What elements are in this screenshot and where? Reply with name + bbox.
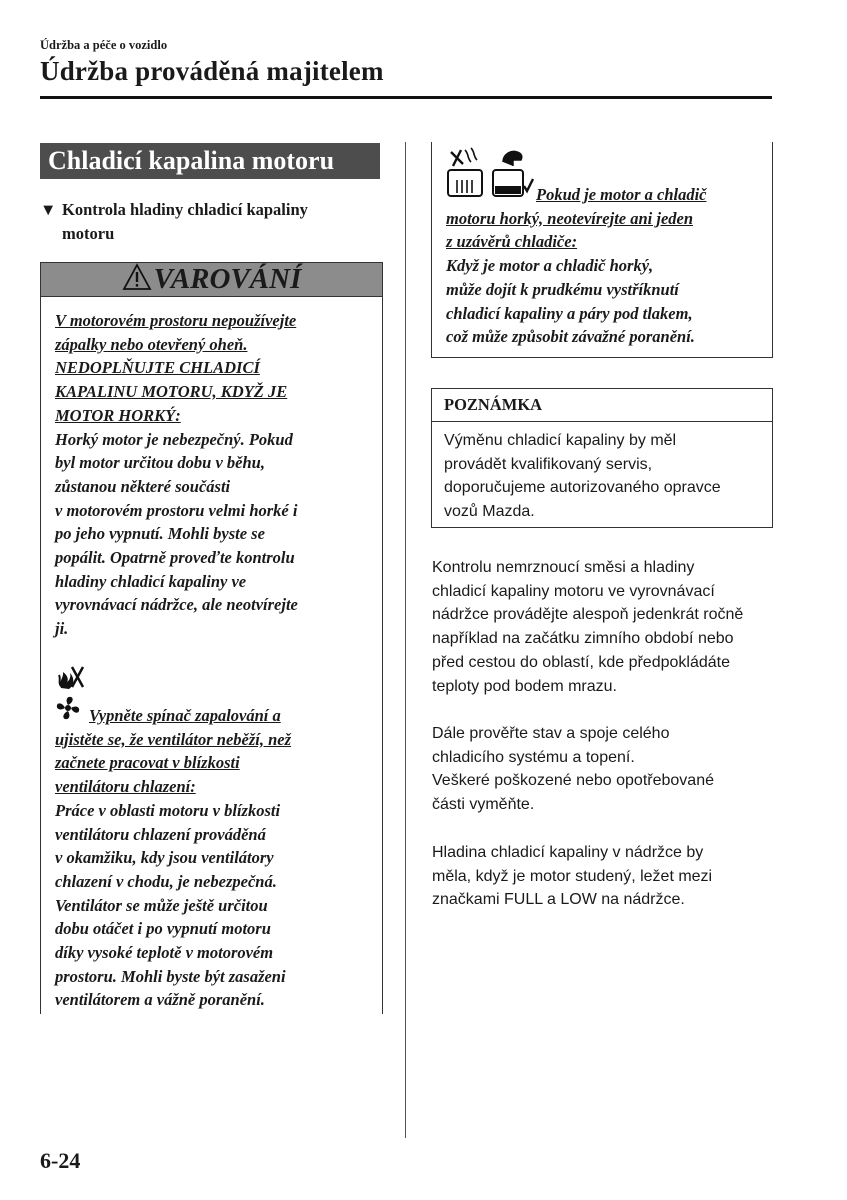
text-line: Pokud je motor a chladič bbox=[536, 185, 707, 204]
note-heading: POZNÁMKA bbox=[432, 389, 772, 422]
warning-text-block-2 bbox=[55, 704, 373, 1012]
text-line: Když je motor a chladič horký, bbox=[446, 256, 654, 276]
text-line: Kontrolu nemrznoucí směsi a hladiny bbox=[432, 559, 695, 576]
text-line: chladicí kapaliny motoru ve vyrovnávací bbox=[432, 582, 715, 600]
text-line: ventilátorem a vážně poranění. bbox=[55, 990, 265, 1010]
text-line: po jeho vypnutí. Mohli byste se bbox=[55, 524, 265, 544]
text-line: dobu otáčet i po vypnutí motoru bbox=[55, 919, 271, 939]
paragraph-coolant-level bbox=[432, 841, 777, 912]
text-line: například na začátku zimního období nebo bbox=[432, 630, 734, 648]
text-line: z uzávěrů chladiče: bbox=[446, 232, 578, 252]
text-line: může dojít k prudkému vystříknutí bbox=[446, 279, 679, 299]
text-line: ji. bbox=[55, 619, 69, 639]
page-title: Údržba prováděná majitelem bbox=[40, 56, 384, 86]
text-line: což může způsobit závažné poranění. bbox=[446, 327, 695, 347]
text-line: Dále prověřte stav a spoje celého bbox=[432, 725, 670, 742]
text-line: ujistěte se, že ventilátor neběží, než bbox=[55, 729, 292, 749]
text-line: Ventilátor se může ještě určitou bbox=[55, 895, 268, 915]
text-line: nádržce provádějte alespoň jedenkrát ročně bbox=[432, 606, 744, 624]
text-line: zápalky nebo otevřený oheň. bbox=[55, 334, 248, 354]
text-line: zůstanou některé součásti bbox=[55, 476, 231, 496]
text-line: V motorovém prostoru nepoužívejte bbox=[55, 311, 297, 330]
text-line: Práce v oblasti motoru v blízkosti bbox=[55, 800, 281, 820]
text-line: MOTOR HORKÝ: bbox=[55, 405, 181, 425]
text-line: chladicího systému a topení. bbox=[432, 748, 635, 766]
warning-triangle-icon bbox=[122, 263, 152, 291]
text-line: před cestou do oblastí, kde předpokládáte bbox=[432, 653, 730, 671]
text-line: motoru horký, neotevírejte ani jeden bbox=[446, 208, 694, 228]
text-line: ventilátoru chlazení: bbox=[55, 777, 196, 797]
text-line: chladicí kapaliny a páry pod tlakem, bbox=[446, 303, 693, 323]
warning-text-block-1 bbox=[55, 309, 373, 641]
text-line: značkami FULL a LOW na nádržce. bbox=[432, 891, 685, 909]
subheading-line-1: Kontrola hladiny chladicí kapaliny bbox=[62, 200, 308, 219]
section-title: Chladicí kapalina motoru bbox=[40, 143, 380, 179]
text-line: provádět kvalifikovaný servis, bbox=[444, 455, 653, 473]
paragraph-antifreeze-check bbox=[432, 556, 777, 698]
text-line: doporučujeme autorizovaného opravce bbox=[444, 479, 721, 497]
text-line: vyrovnávací nádržce, ale neotvírejte bbox=[55, 595, 298, 615]
text-line: v okamžiku, kdy jsou ventilátory bbox=[55, 848, 274, 868]
subheading-line-2: motoru bbox=[62, 224, 115, 243]
subheading-marker: ▼ bbox=[40, 200, 57, 219]
breadcrumb: Údržba a péče o vozidlo bbox=[40, 38, 168, 52]
text-line: byl motor určitou dobu v běhu, bbox=[55, 453, 265, 473]
sub-heading bbox=[40, 198, 385, 246]
text-line: Veškeré poškozené nebo opotřebované bbox=[432, 772, 714, 790]
text-line: teploty pod bodem mrazu. bbox=[432, 677, 617, 695]
text-line: ventilátoru chlazení prováděná bbox=[55, 824, 266, 844]
header-rule bbox=[40, 96, 772, 99]
text-line: Vypněte spínač zapalování a bbox=[89, 706, 281, 725]
text-line: KAPALINU MOTORU, KDYŽ JE bbox=[55, 382, 288, 402]
no-flame-icon bbox=[55, 663, 87, 693]
warning-text-right bbox=[446, 183, 768, 349]
warning-header bbox=[41, 262, 382, 297]
text-line: vozů Mazda. bbox=[444, 503, 535, 521]
text-line: části vyměňte. bbox=[432, 796, 535, 814]
text-line: v motorovém prostoru velmi horké i bbox=[55, 500, 298, 520]
text-line: chlazení v chodu, je nebezpečná. bbox=[55, 871, 277, 891]
paragraph-system-inspection bbox=[432, 722, 777, 817]
text-line: NEDOPLŇUJTE CHLADICÍ bbox=[55, 358, 260, 378]
text-line: Výměnu chladicí kapaliny by měl bbox=[444, 432, 677, 449]
text-line: začnete pracovat v blízkosti bbox=[55, 753, 240, 773]
text-line: prostoru. Mohli byste být zasaženi bbox=[55, 966, 286, 986]
text-line: díky vysoké teplotě v motorovém bbox=[55, 943, 274, 963]
note-text bbox=[444, 429, 769, 524]
page-number: 6-24 bbox=[40, 1148, 81, 1173]
text-line: měla, když je motor studený, ležet mezi bbox=[432, 867, 713, 885]
text-line: popálit. Opatrně proveďte kontrolu bbox=[55, 548, 295, 568]
text-line: Hladina chladicí kapaliny v nádržce by bbox=[432, 844, 704, 861]
note-box bbox=[431, 388, 773, 528]
column-divider bbox=[405, 142, 406, 1138]
text-line: Horký motor je nebezpečný. Pokud bbox=[55, 429, 293, 449]
warning-label: VAROVÁNÍ bbox=[153, 263, 302, 295]
text-line: hladiny chladicí kapaliny ve bbox=[55, 571, 247, 591]
